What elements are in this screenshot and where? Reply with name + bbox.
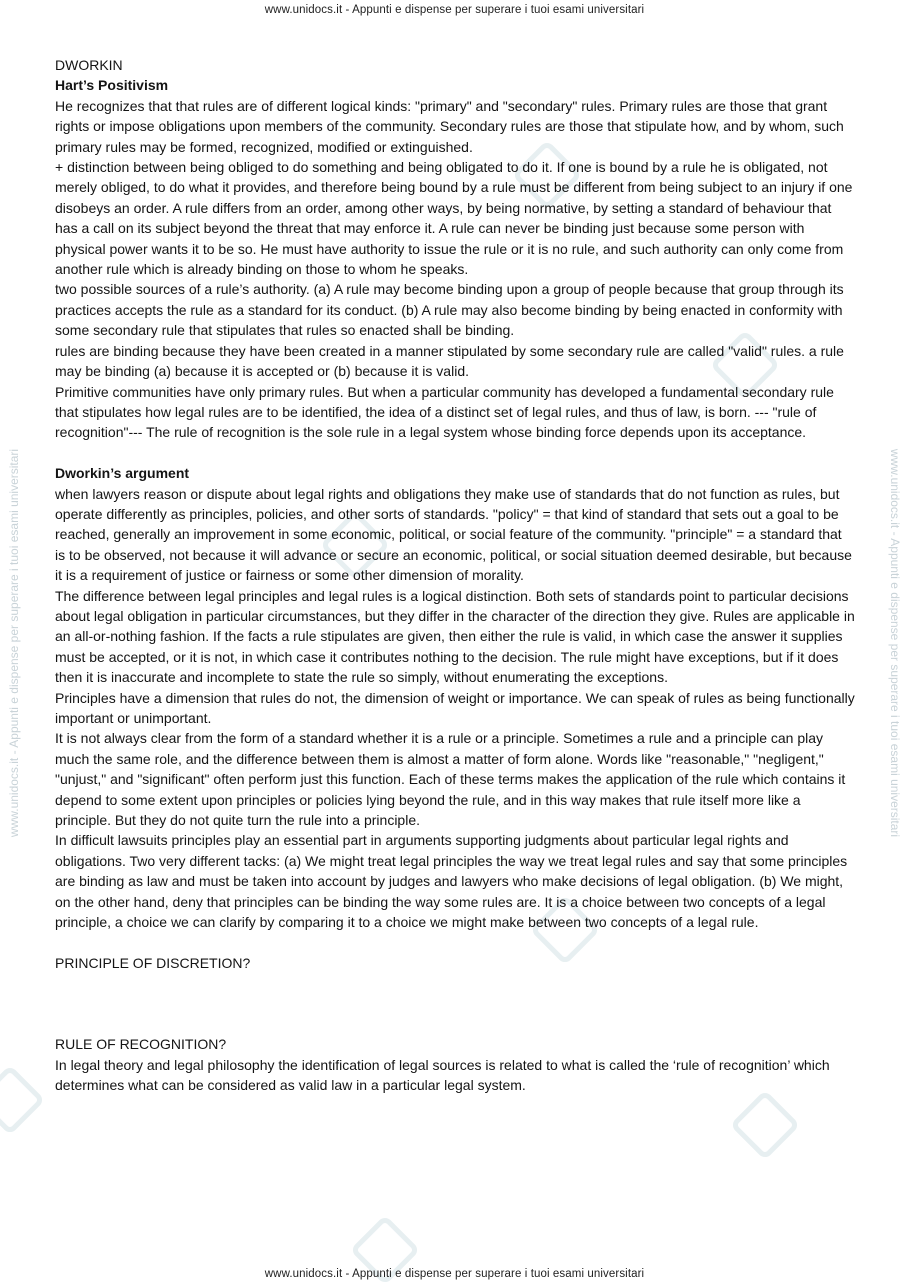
watermark-logo-icon [0, 1065, 45, 1136]
spacer [55, 443, 855, 463]
paragraph: In difficult lawsuits principles play an essential part in arguments supporting judgments about particular legal rights and obligations. Two very different tacks: (a) We might treat legal principles the way we treat legal rules and say that some principles are binding as law and must be taken into account by judges and lawyers who make decisions of legal obligation. (b) We might, on the other hand, deny that principles can be binding the way some rules are. It is a choice between two concepts of a legal principle, a choice we can clarify by comparing it to a choice we might make between two concepts of a legal rule. [55, 832, 848, 931]
right-side-watermark: www.unidocs.it - Appunti e dispense per superare i tuoi esami universitari [888, 448, 902, 838]
paragraph: two possible sources of a rule’s authority. (a) A rule may become binding upon a group of people because that group through its practices accepts the rule as a standard for its conduct. (b) A rule may also become binding by being enacted in conformity with some secondary rule that stipulates that rules so enacted shall be binding. [55, 281, 844, 339]
left-side-watermark: www.unidocs.it - Appunti e dispense per superare i tuoi esami universitari [7, 448, 21, 838]
section-heading-harts-positivism: Hart’s Positivism [55, 77, 169, 94]
section-heading-rule-of-recognition: RULE OF RECOGNITION? [55, 1036, 227, 1053]
document-body [55, 55, 855, 1096]
page-header-watermark: www.unidocs.it - Appunti e dispense per superare i tuoi esami universitari [264, 4, 645, 16]
paragraph: He recognizes that that rules are of different logical kinds: "primary" and "secondary" rules. Primary rules are those that grant rights or impose obligations upon members of the community. Secondary rules are those that stipulate how, and by whom, such primary rules may be formed, recognized, modified or extinguished. [55, 97, 844, 155]
paragraph: rules are binding because they have been created in a manner stipulated by some secondary rule are called "valid" rules. a rule may be binding (a) because it is accepted or (b) because it is valid. [55, 342, 844, 380]
page-footer-watermark: www.unidocs.it - Appunti e dispense per superare i tuoi esami universitari [264, 1268, 645, 1280]
paragraph: when lawyers reason or dispute about legal rights and obligations they make use of standards that do not function as rules, but operate differently as principles, policies, and other sorts of standards. "policy" = that kind of standard that sets out a goal to be reached, generally an improvement in some economic, political, or social feature of the community. "principle" = a standard that is to be observed, not because it will advance or secure an economic, political, or social situation deemed desirable, but because it is a requirement of justice or fairness or some other dimension of morality. [55, 485, 852, 584]
spacer [55, 932, 855, 952]
section-heading-dworkins-argument: Dworkin’s argument [55, 465, 190, 482]
paragraph: It is not always clear from the form of a standard whether it is a rule or a principle. Sometimes a rule and a principle can play much the same role, and the difference between them is almost a matter of form alone. Words like "reasonable," "negligent," "unjust," and "significant" often perform just this function. Each of these terms makes the application of the rule which contains it depend to some extent upon principles or policies lying beyond the rule, and in this way makes that rule itself more like a principle. But they do not quite turn the rule into a principle. [55, 730, 846, 829]
document-title: DWORKIN [55, 57, 123, 73]
spacer [55, 973, 855, 1034]
paragraph: In legal theory and legal philosophy the identification of legal sources is related to what is called the ‘rule of recognition’ which determines what can be considered as valid law in a particular legal system. [55, 1056, 830, 1094]
section-heading-principle-of-discretion: PRINCIPLE OF DISCRETION? [55, 954, 251, 971]
watermark-logo-icon [730, 1090, 801, 1161]
paragraph: The difference between legal principles and legal rules is a logical distinction. Both sets of standards point to particular decisions about legal obligation in particular circumstances, but they differ in the character of the direction they give. Rules are applicable in an all-or-nothing fashion. If the facts a rule stipulates are given, then either the rule is valid, in which case the answer it supplies must be accepted, or it is not, in which case it contributes nothing to the decision. The rule might have exceptions, but if it does then it is inaccurate and incomplete to state the rule so simply, without enumerating the exceptions. [55, 587, 855, 686]
paragraph: Principles have a dimension that rules do not, the dimension of weight or importance. We can speak of rules as being functionally important or unimportant. [55, 689, 855, 726]
paragraph: Primitive communities have only primary rules. But when a particular community has developed a fundamental secondary rule that stipulates how legal rules are to be identified, the idea of a distinct set of legal rules, and thus of law, is born. --- "rule of recognition"--- The rule of recognition is the sole rule in a legal system whose binding force depends upon its acceptance. [55, 383, 834, 441]
paragraph: + distinction between being obliged to do something and being obligated to do it. If one is bound by a rule he is obligated, not merely obliged, to do what it provides, and therefore being bound by a rule must be different from being subject to an injury if one disobeys an order. A rule differs from an order, among other ways, by being normative, by setting a standard of behaviour that has a call on its subject beyond the threat that may enforce it. A rule can never be binding just because some person with physical power wants it to be so. He must have authority to issue the rule or it is no rule, and such authority can only come from another rule which is already binding on those to whom he speaks. [55, 159, 853, 278]
